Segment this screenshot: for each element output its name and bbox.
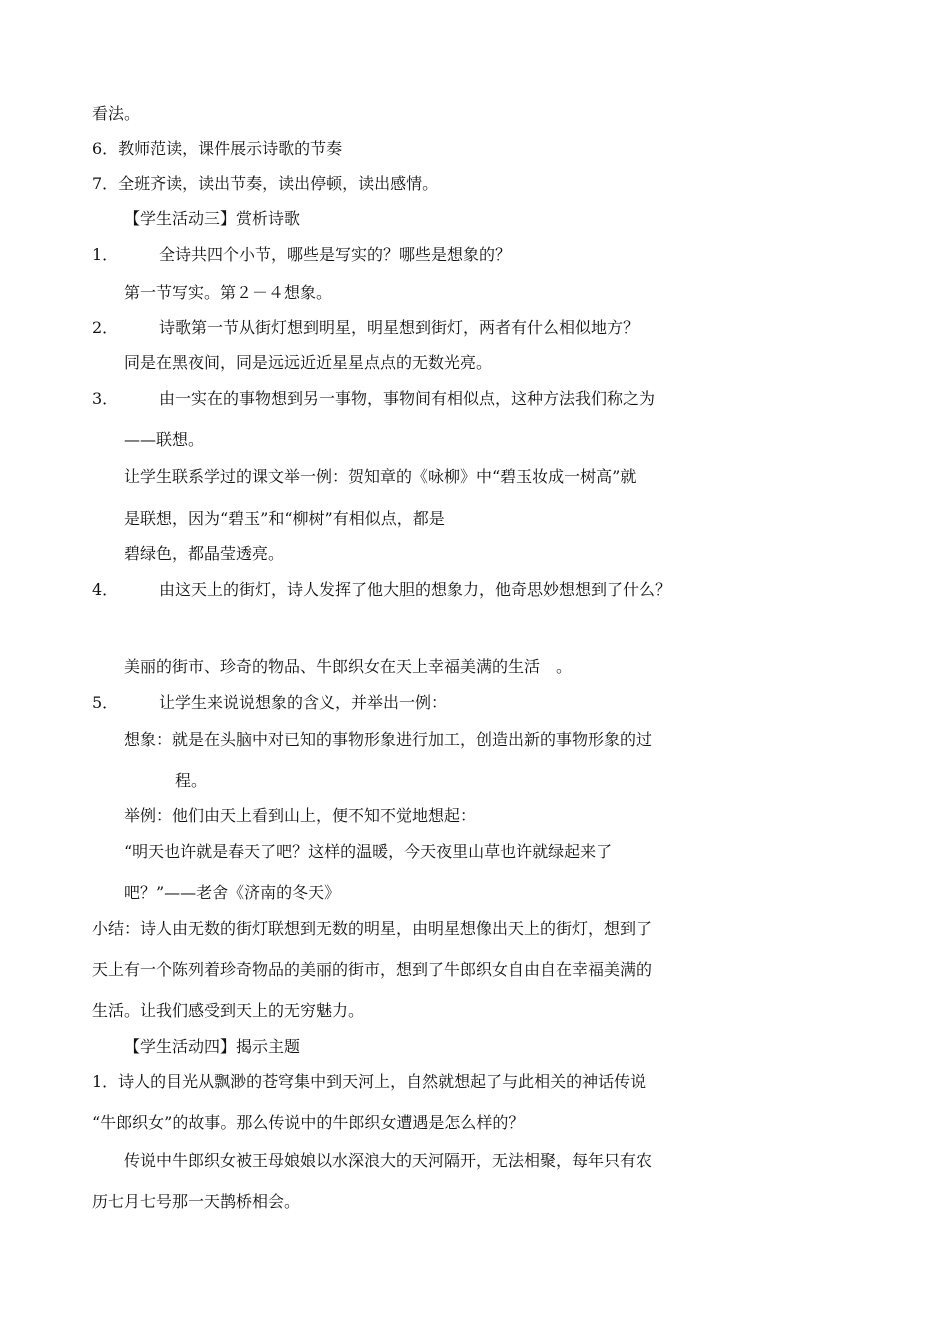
list-item: 由这天上的街灯，诗人发挥了他大胆的想象力，他奇思妙想想到了什么？	[159, 580, 672, 599]
quote-line: “明天也许就是春天了吧？这样的温暖，今天夜里山草也许就绿起来了	[124, 842, 613, 861]
text-line: 6．教师范读，课件展示诗歌的节奏	[92, 139, 343, 158]
section-heading: 【学生活动四】揭示主题	[124, 1037, 301, 1056]
text-line: 程。	[175, 771, 208, 790]
text-line: 7．全班齐读，读出节奏，读出停顿，读出感情。	[92, 174, 439, 193]
list-number: 5．	[92, 693, 119, 712]
list-number: 3．	[92, 389, 119, 408]
text-line: 看法。	[92, 104, 141, 123]
list-number: 1．	[92, 245, 119, 264]
list-number: 2．	[92, 318, 119, 337]
list-item: 由一实在的事物想到另一事物，事物间有相似点，这种方法我们称之为	[159, 389, 656, 408]
text-line: 是联想，因为“碧玉”和“柳树”有相似点，都是	[124, 509, 445, 528]
quote-line: 吧？”——老舍《济南的冬天》	[124, 883, 341, 902]
text-line: 第一节写实。第２－４想象。	[124, 283, 333, 302]
summary-line: 天上有一个陈列着珍奇物品的美丽的街市，想到了牛郎织女自由自在幸福美满的	[92, 960, 653, 979]
list-number: 4．	[92, 580, 119, 599]
text-line: 同是在黑夜间，同是远远近近星星点点的无数光亮。	[124, 353, 493, 372]
section-heading: 【学生活动三】赏析诗歌	[124, 209, 301, 228]
text-line: 1．诗人的目光从飘渺的苍穹集中到天河上，自然就想起了与此相关的神话传说	[92, 1072, 647, 1091]
text-line: 举例：他们由天上看到山上，便不知不觉地想起：	[124, 806, 477, 825]
text-line: 美丽的街市、珍奇的物品、牛郎织女在天上幸福美满的生活 。	[124, 657, 573, 676]
list-item: 全诗共四个小节，哪些是写实的？哪些是想象的？	[159, 245, 512, 264]
text-line: 想象：就是在头脑中对已知的事物形象进行加工，创造出新的事物形象的过	[124, 730, 653, 749]
text-line: 传说中牛郎织女被王母娘娘以水深浪大的天河隔开，无法相聚，每年只有农	[124, 1151, 653, 1170]
text-line: “牛郎织女”的故事。那么传说中的牛郎织女遭遇是怎么样的？	[92, 1113, 525, 1132]
text-line: ——联想。	[124, 430, 205, 449]
list-item: 诗歌第一节从街灯想到明星，明星想到街灯，两者有什么相似地方？	[159, 318, 640, 337]
text-line: 历七月七号那一天鹊桥相会。	[92, 1192, 301, 1211]
summary-line: 小结：诗人由无数的街灯联想到无数的明星，由明星想像出天上的街灯，想到了	[92, 919, 653, 938]
list-item: 让学生来说说想象的含义，并举出一例：	[159, 693, 448, 712]
text-line: 让学生联系学过的课文举一例：贺知章的《咏柳》中“碧玉妆成一树高”就	[124, 467, 637, 486]
summary-line: 生活。让我们感受到天上的无穷魅力。	[92, 1001, 365, 1020]
text-line: 碧绿色，都晶莹透亮。	[124, 544, 285, 563]
